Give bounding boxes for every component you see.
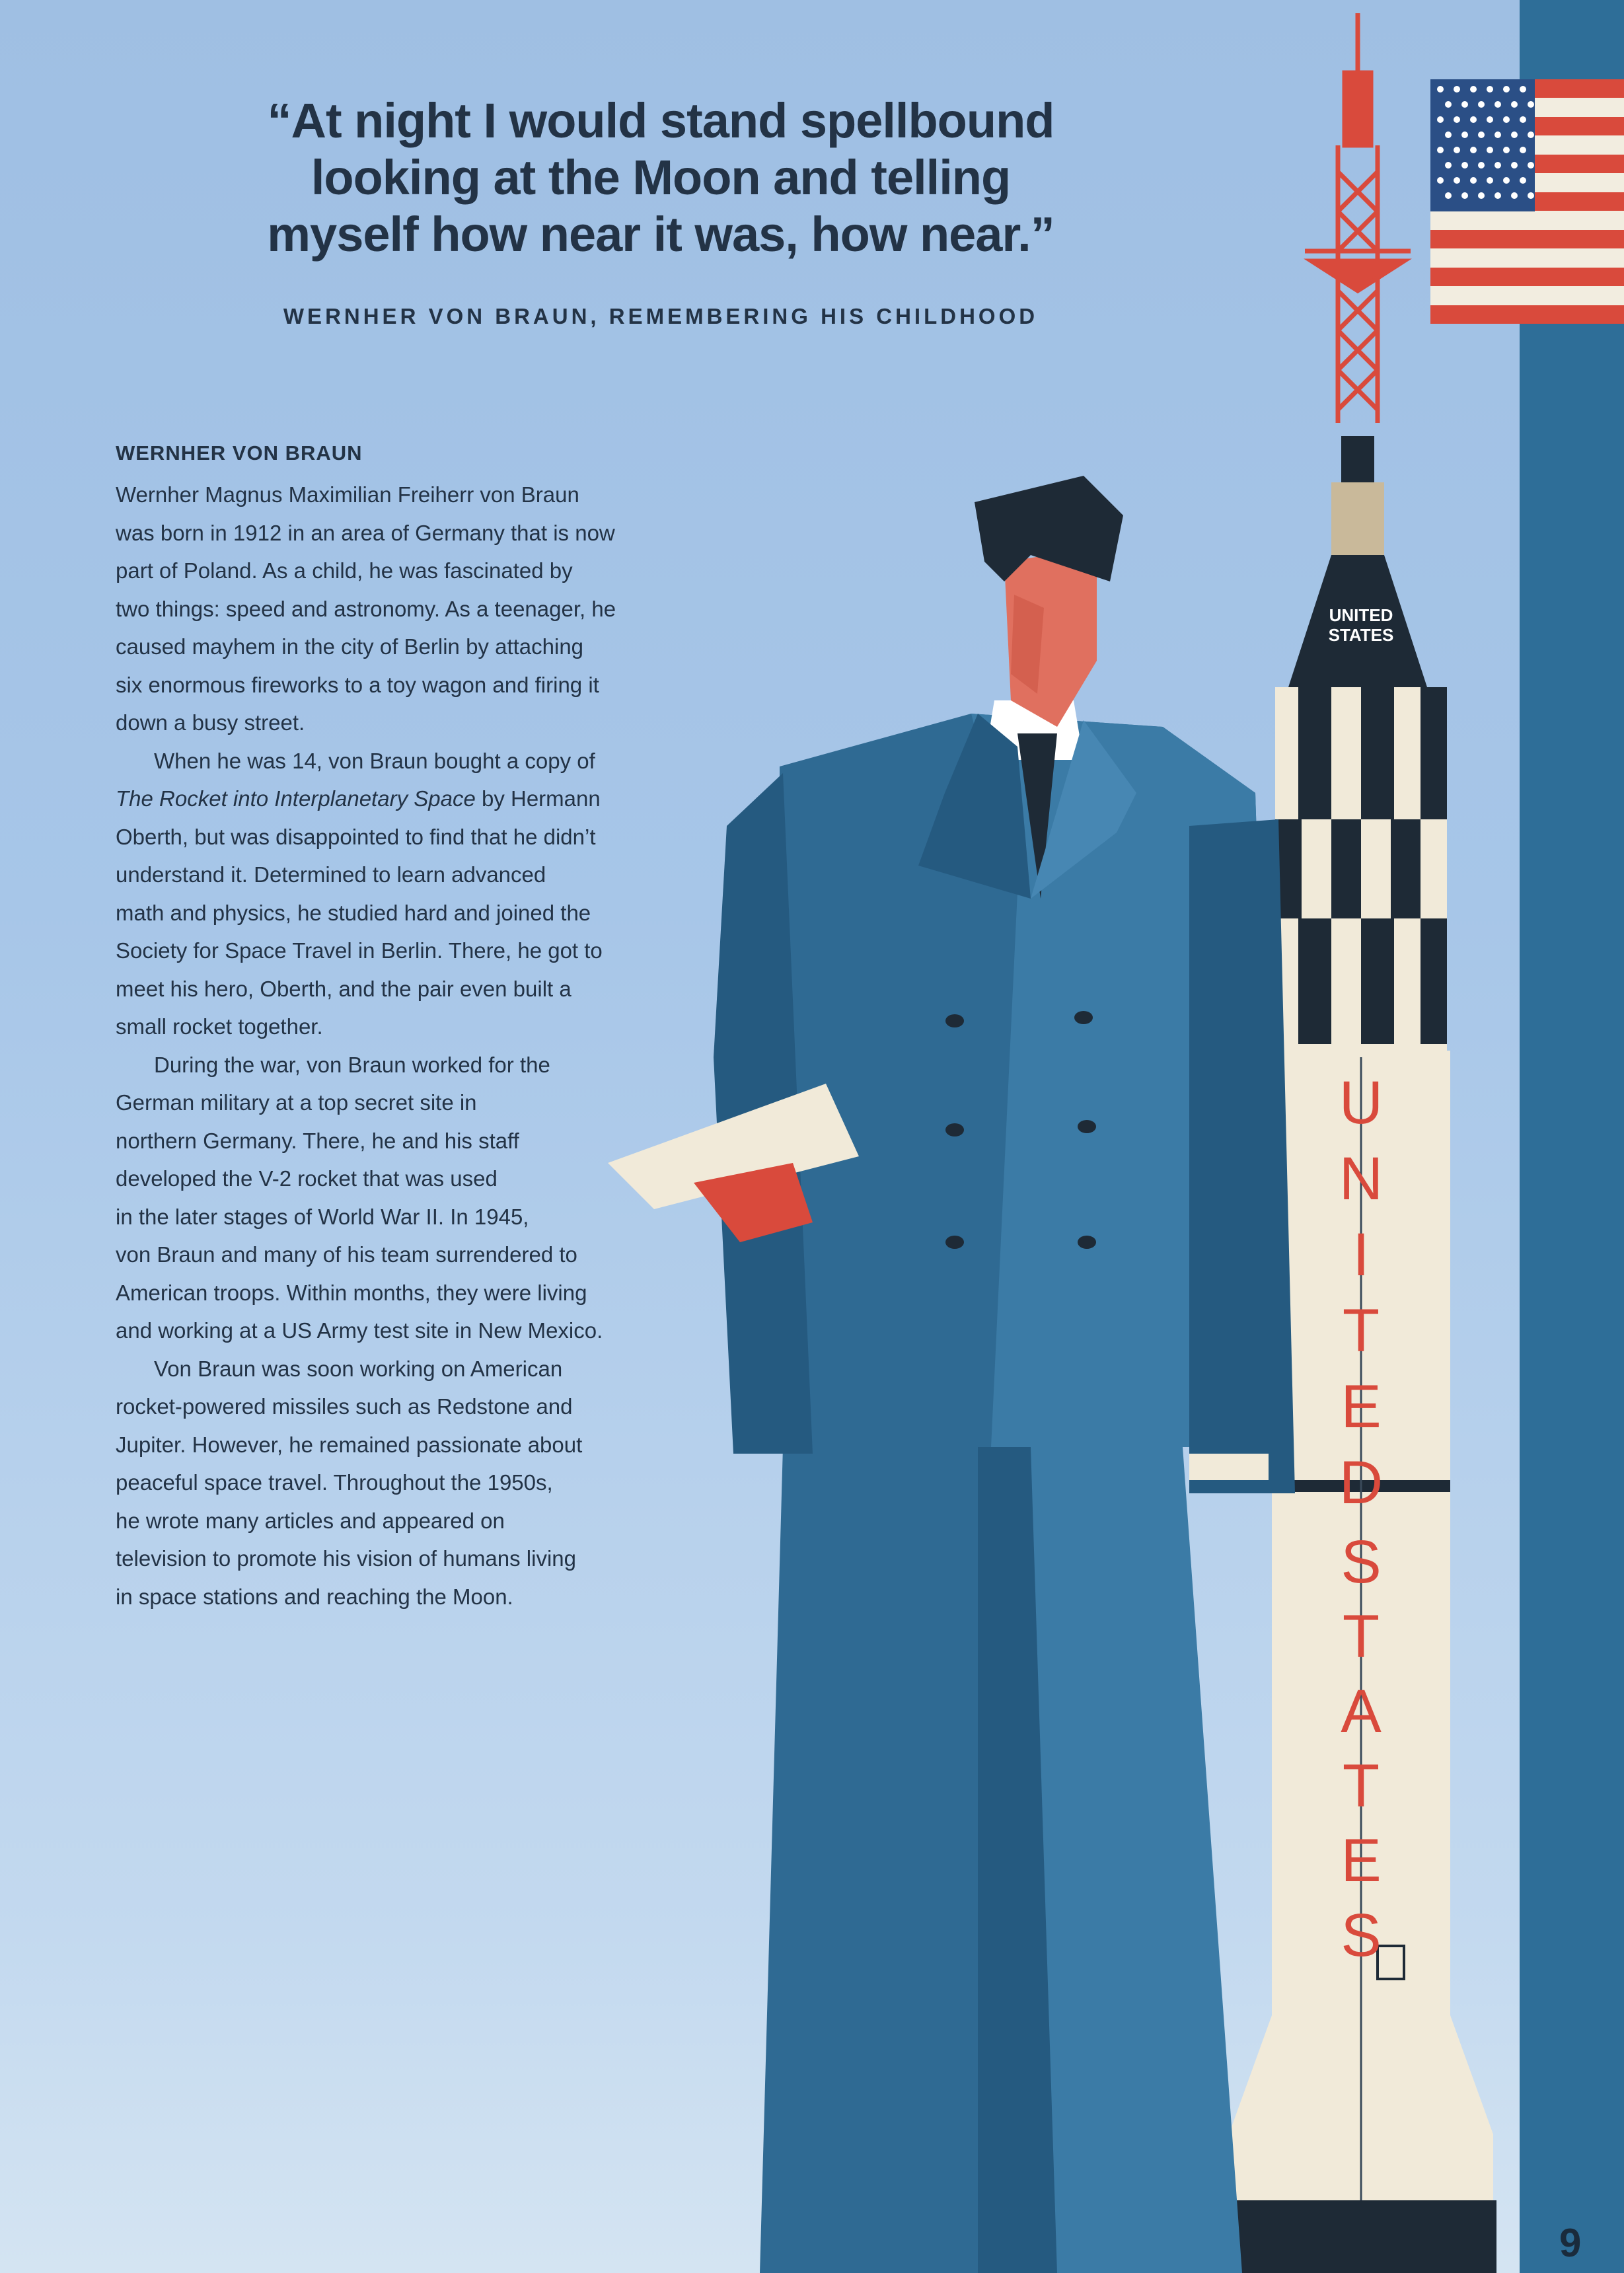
flag-star — [1437, 86, 1444, 93]
flag-star — [1487, 116, 1493, 123]
flag-star — [1503, 147, 1510, 153]
flag-star — [1511, 101, 1518, 108]
launch-tower — [1305, 13, 1411, 423]
flag-star — [1445, 131, 1452, 138]
flag-star — [1511, 131, 1518, 138]
flag-star — [1445, 162, 1452, 168]
text-line: in space stations and reaching the Moon. — [116, 1584, 513, 1609]
rocket-letter: E — [1341, 1373, 1382, 1440]
rocket-letter: U — [1339, 1069, 1384, 1136]
text-line: rocket-powered missiles such as Redstone and — [116, 1394, 573, 1419]
text-line: down a busy street. — [116, 710, 305, 735]
text-line: Oberth, but was disappointed to find that he didn’t — [116, 824, 596, 849]
quote-line: “At night I would stand spellbound — [267, 93, 1054, 148]
flag-star — [1454, 86, 1460, 93]
text-line: meet his hero, Oberth, and the pair even built a — [116, 976, 572, 1001]
text-line: math and physics, he studied hard and joined the — [116, 900, 591, 925]
flag-star — [1470, 147, 1477, 153]
text-line: Von Braun was soon working on American — [154, 1356, 563, 1381]
flag-star — [1495, 131, 1501, 138]
flag-star — [1437, 147, 1444, 153]
flag-star — [1478, 192, 1485, 199]
flag-star — [1461, 131, 1468, 138]
text-line: small rocket together. — [116, 1014, 323, 1039]
flag-star — [1520, 177, 1526, 184]
flag-star — [1511, 162, 1518, 168]
rocket-letter: T — [1342, 1752, 1380, 1820]
flag-star — [1528, 192, 1534, 199]
capsule-label-2: STATES — [1328, 625, 1394, 645]
page-number: 9 — [1559, 2221, 1582, 2265]
flag-star — [1487, 86, 1493, 93]
book-title: The Rocket into Interplanetary Space — [116, 786, 476, 811]
text-line: television to promote his vision of humans living — [116, 1546, 577, 1571]
text-line: German military at a top secret site in — [116, 1090, 477, 1115]
text-line: two things: speed and astronomy. As a teenager, he — [116, 596, 616, 621]
text-line: part of Poland. As a child, he was fascinated by — [116, 558, 573, 583]
flag-star — [1487, 147, 1493, 153]
flag-star — [1478, 131, 1485, 138]
flag-star — [1520, 147, 1526, 153]
flag-star — [1461, 192, 1468, 199]
flag-star — [1495, 162, 1501, 168]
text-line: was born in 1912 in an area of Germany that is now — [116, 520, 615, 545]
flag-star — [1487, 177, 1493, 184]
bio-paragraph-3 — [116, 1046, 710, 1350]
von-braun-figure — [608, 476, 1295, 2273]
rocket-letter: I — [1352, 1221, 1370, 1288]
flag-star — [1528, 162, 1534, 168]
flag-star — [1520, 116, 1526, 123]
us-flag-icon — [1430, 79, 1624, 324]
text-line: von Braun and many of his team surrendered to — [116, 1242, 577, 1267]
rocket-letter: E — [1341, 1827, 1382, 1894]
flag-star — [1454, 147, 1460, 153]
flag-star — [1437, 116, 1444, 123]
text-line: Society for Space Travel in Berlin. There, he got to — [116, 938, 603, 963]
rocket-letter: D — [1339, 1449, 1384, 1516]
flag-star — [1495, 101, 1501, 108]
text-line: six enormous fireworks to a toy wagon and firing it — [116, 672, 599, 697]
flag-star — [1503, 177, 1510, 184]
text-line: peaceful space travel. Throughout the 1950s, — [116, 1470, 553, 1495]
text-line: Jupiter. However, he remained passionate about — [116, 1432, 583, 1457]
flag-star — [1445, 101, 1452, 108]
text-line: developed the V-2 rocket that was used — [116, 1166, 498, 1191]
rocket-letter: N — [1339, 1145, 1384, 1212]
text-line: and working at a US Army test site in New Mexico. — [116, 1318, 603, 1343]
flag-star — [1445, 192, 1452, 199]
flag-star — [1478, 162, 1485, 168]
flag-star — [1528, 101, 1534, 108]
rocket-letter: T — [1342, 1603, 1380, 1670]
quote-attribution: WERNHER VON BRAUN, REMEMBERING HIS CHILDHOOD — [283, 304, 1039, 328]
text-line: by Hermann — [475, 786, 601, 811]
text-line: understand it. Determined to learn advanced — [116, 862, 546, 887]
rocket-letter: S — [1341, 1528, 1382, 1596]
flag-star — [1454, 116, 1460, 123]
bio-paragraph-4 — [116, 1350, 710, 1616]
text-line: he wrote many articles and appeared on — [116, 1508, 505, 1533]
rocket-letter: A — [1341, 1678, 1382, 1745]
quote-line: myself how near it was, how near.” — [267, 207, 1054, 262]
flag-star — [1470, 86, 1477, 93]
flag-star — [1461, 162, 1468, 168]
flag-star — [1495, 192, 1501, 199]
quote-line: looking at the Moon and telling — [311, 150, 1011, 205]
bio-paragraph-2 — [116, 742, 710, 1046]
capsule-label-1: UNITED — [1329, 605, 1393, 625]
flag-star — [1478, 101, 1485, 108]
text-line: When he was 14, von Braun bought a copy of — [154, 748, 595, 773]
flag-star — [1461, 101, 1468, 108]
flag-star — [1454, 177, 1460, 184]
bio-heading: WERNHER VON BRAUN — [116, 441, 363, 465]
flag-star — [1437, 177, 1444, 184]
text-line: caused mayhem in the city of Berlin by attaching — [116, 634, 584, 659]
flag-star — [1470, 177, 1477, 184]
flag-star — [1520, 86, 1526, 93]
flag-star — [1528, 131, 1534, 138]
text-line: During the war, von Braun worked for the — [154, 1052, 550, 1077]
rocket-letter: S — [1341, 1902, 1382, 1969]
rocket-letter: T — [1342, 1297, 1380, 1364]
bio-body — [116, 476, 710, 1616]
text-line: Wernher Magnus Maximilian Freiherr von Braun — [116, 482, 579, 507]
text-line: in the later stages of World War II. In 1945, — [116, 1204, 529, 1229]
flag-star — [1503, 116, 1510, 123]
text-line: American troops. Within months, they were living — [116, 1280, 587, 1305]
flag-star — [1511, 192, 1518, 199]
flag-star — [1503, 86, 1510, 93]
text-line: northern Germany. There, he and his staff — [116, 1128, 519, 1153]
bio-paragraph-1 — [116, 476, 710, 742]
flag-star — [1470, 116, 1477, 123]
